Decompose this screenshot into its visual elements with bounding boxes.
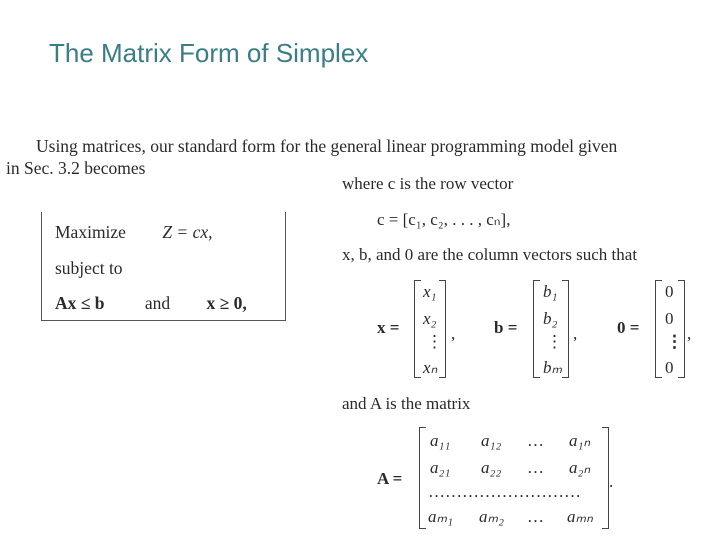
maximize-word: Maximize (55, 222, 126, 242)
b-vector-label: b = (494, 318, 518, 337)
b-entry-1: b₁ (543, 282, 558, 301)
zero-entry-2: 0 (665, 309, 674, 328)
zero-entry-1: 0 (665, 282, 674, 301)
A-matrix (419, 427, 609, 529)
A-cell-m-2: aₘ₂ (479, 507, 505, 526)
column-vectors-text: x, b, and 0 are the column vectors such that (342, 245, 638, 264)
intro-paragraph (6, 135, 714, 179)
x-vector-label: x = (377, 318, 400, 337)
constraint-row (55, 293, 247, 314)
A-dotted-row: ……………………… (428, 482, 581, 501)
where-c-text: where c is the row vector (342, 174, 514, 193)
x-entry-dots: ⋮ (426, 332, 443, 351)
b-vector-comma: , (573, 324, 578, 343)
b-entry-dots: ⋮ (546, 332, 563, 351)
intro-line-1: Using matrices, our standard form for the general linear programming model given (36, 136, 618, 156)
A-cell-2-dots: … (527, 458, 544, 477)
b-vector-matrix (533, 280, 569, 378)
x-entry-1: x₁ (423, 282, 437, 301)
b-entry-2: b₂ (543, 309, 558, 328)
zero-vector-matrix (655, 280, 685, 378)
x-vector-matrix (414, 280, 446, 378)
x-entry-n: xₙ (423, 358, 438, 377)
A-matrix-period: . (609, 472, 614, 491)
constraint-expression: Ax ≤ b (55, 293, 105, 313)
A-matrix-label: A = (377, 469, 403, 488)
b-entry-m: bₘ (543, 358, 563, 377)
intro-line-2: in Sec. 3.2 becomes (6, 158, 146, 178)
A-cell-2-1: a₂₁ (430, 458, 451, 477)
zero-vector-comma: , (687, 324, 692, 343)
maximize-row (55, 222, 213, 243)
zero-vector-label: 0 = (617, 318, 640, 337)
A-cell-2-n: a₂ₙ (569, 458, 591, 477)
nonnegativity-expression: x ≥ 0, (206, 293, 247, 313)
c-vector-definition: c = [c₁, c₂, . . . , cₙ], (377, 210, 511, 229)
and-A-text: and A is the matrix (342, 394, 471, 413)
A-cell-m-1: aₘ₁ (428, 507, 454, 526)
x-vector-comma: , (451, 324, 456, 343)
x-entry-2: x₂ (423, 309, 437, 328)
slide-title: The Matrix Form of Simplex (49, 38, 369, 68)
zero-entry-last: 0 (665, 358, 674, 377)
A-cell-1-dots: … (527, 431, 544, 450)
A-cell-1-2: a₁₂ (481, 431, 502, 450)
A-cell-m-n: aₘₙ (567, 507, 593, 526)
A-cell-m-dots: … (527, 507, 544, 526)
A-cell-2-2: a₂₂ (481, 458, 502, 477)
and-word: and (144, 293, 171, 313)
A-cell-1-1: a₁₁ (430, 431, 451, 450)
objective-expression: Z = cx, (162, 222, 213, 242)
subject-to-label: subject to (55, 258, 123, 278)
model-box (41, 212, 286, 321)
zero-entry-dots: ⋮ (666, 332, 683, 351)
A-cell-1-n: a₁ₙ (569, 431, 591, 450)
